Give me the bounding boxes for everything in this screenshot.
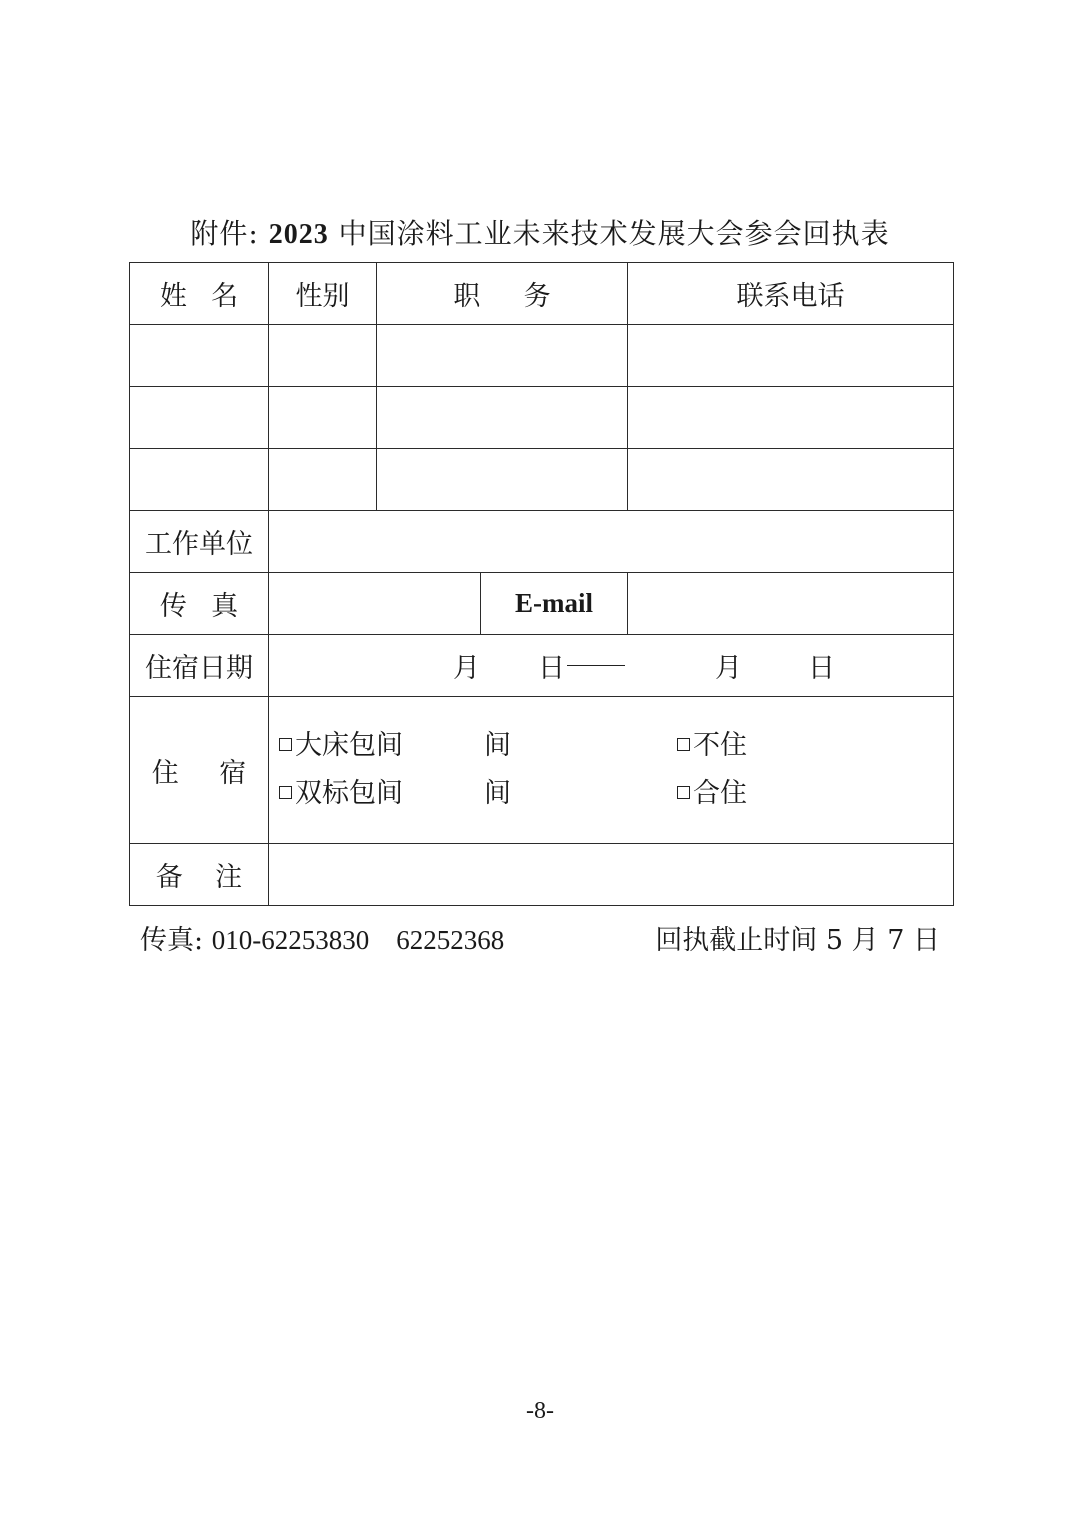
lodging-options bbox=[269, 697, 954, 844]
no-stay-option[interactable]: 不住 bbox=[677, 722, 747, 770]
lodging-label: 住宿 bbox=[130, 697, 269, 844]
page-title bbox=[0, 212, 1080, 252]
king-room-option[interactable]: 大床包间 bbox=[279, 722, 403, 770]
header-row bbox=[130, 263, 954, 325]
stay-date-field[interactable] bbox=[269, 635, 954, 697]
stay-date-row bbox=[130, 635, 954, 697]
checkbox-icon[interactable] bbox=[677, 786, 690, 799]
room-count-unit: 间 bbox=[484, 730, 511, 761]
phone-cell[interactable] bbox=[628, 387, 954, 449]
page-number: -8- bbox=[526, 1398, 554, 1424]
start-day-label: 日 bbox=[538, 653, 565, 684]
checkbox-icon[interactable] bbox=[279, 786, 292, 799]
footer-fax-label: 传真: bbox=[140, 925, 204, 956]
twin-room-option[interactable]: 双标包间 bbox=[279, 770, 403, 818]
phone-cell[interactable] bbox=[628, 325, 954, 387]
email-label: E-mail bbox=[481, 573, 628, 635]
footer-info bbox=[140, 918, 940, 957]
gender-cell[interactable] bbox=[269, 387, 377, 449]
lodging-option-row bbox=[279, 770, 953, 818]
gender-cell[interactable] bbox=[269, 325, 377, 387]
name-cell[interactable] bbox=[130, 325, 269, 387]
fax-label: 传真 bbox=[130, 573, 269, 635]
room-count-unit: 间 bbox=[484, 778, 511, 809]
table-row bbox=[130, 387, 954, 449]
remarks-row bbox=[130, 844, 954, 906]
remarks-field[interactable] bbox=[269, 844, 954, 906]
shared-room-option[interactable]: 合住 bbox=[677, 770, 747, 818]
header-phone: 联系电话 bbox=[628, 263, 954, 325]
fax-field[interactable] bbox=[269, 573, 481, 635]
footer-fax-numbers: 010-62253830 62252368 bbox=[211, 925, 505, 955]
stay-date-label: 住宿日期 bbox=[130, 635, 269, 697]
name-cell[interactable] bbox=[130, 387, 269, 449]
lodging-row bbox=[130, 697, 954, 844]
header-name: 姓名 bbox=[130, 263, 269, 325]
company-label: 工作单位 bbox=[130, 511, 269, 573]
checkbox-icon[interactable] bbox=[677, 738, 690, 751]
name-cell[interactable] bbox=[130, 449, 269, 511]
email-field[interactable] bbox=[628, 573, 954, 635]
end-month-label: 月 bbox=[715, 653, 742, 684]
reply-deadline: 回执截止时间 5 月 7 日 bbox=[655, 925, 940, 956]
title-prefix: 附件: bbox=[190, 217, 259, 250]
table-row bbox=[130, 325, 954, 387]
fax-email-row bbox=[130, 573, 954, 635]
gender-cell[interactable] bbox=[269, 449, 377, 511]
title-year: 2023 bbox=[268, 219, 329, 250]
title-text: 中国涂料工业未来技术发展大会参会回执表 bbox=[338, 217, 890, 250]
checkbox-icon[interactable] bbox=[279, 738, 292, 751]
registration-form-table bbox=[129, 262, 954, 906]
position-cell[interactable] bbox=[377, 387, 628, 449]
end-day-label: 日 bbox=[808, 653, 835, 684]
position-cell[interactable] bbox=[377, 325, 628, 387]
lodging-option-row bbox=[279, 722, 953, 770]
remarks-label: 备注 bbox=[130, 844, 269, 906]
date-range-dash bbox=[567, 665, 625, 666]
table-row bbox=[130, 449, 954, 511]
start-month-label: 月 bbox=[453, 653, 480, 684]
position-cell[interactable] bbox=[377, 449, 628, 511]
phone-cell[interactable] bbox=[628, 449, 954, 511]
header-gender: 性别 bbox=[269, 263, 377, 325]
header-position: 职务 bbox=[377, 263, 628, 325]
company-field[interactable] bbox=[269, 511, 954, 573]
company-row bbox=[130, 511, 954, 573]
